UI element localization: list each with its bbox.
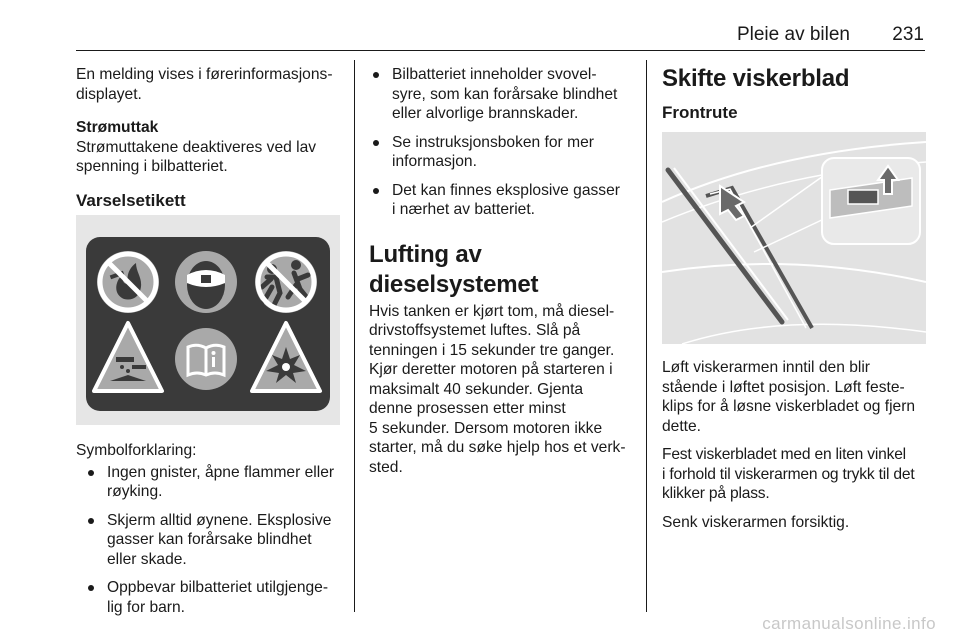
- column-3: [662, 64, 930, 124]
- battery-item-explosive-gas: Det kan finnes eksplosive gasser i nærhet av batteriet.: [369, 181, 639, 220]
- diesel-bleeding-paragraph: Hvis tanken er kjørt tom, må diesel- drivstoffsystemet luftes. Slå på tenningen i 15 sekunder tre ganger. Kjør deretter motoren på starteren i maksimalt 40 sekunder. Gjenta denne prosessen etter minst 5 sekunder. Dersom motoren ikke starter, må du søke hjelp hos et verk- sted.: [369, 302, 626, 476]
- column-2: [369, 65, 639, 477]
- read-manual-icon: [175, 328, 237, 390]
- warning-label-heading: Varselsetikett: [76, 190, 186, 210]
- battery-item-manual: Se instruksjonsboken for mer informasjon.: [369, 133, 639, 172]
- page-number: 231: [892, 24, 924, 45]
- eye-protection-icon: [175, 251, 237, 313]
- keep-away-children-icon: [255, 251, 317, 313]
- column-divider-2: [646, 60, 647, 612]
- power-outlet-heading: Strømuttak: [76, 119, 159, 136]
- no-fire-icon: [97, 251, 159, 313]
- symbol-legend-list: [84, 463, 348, 618]
- wiper-step-2: Fest viskerbladet med en liten vinkel i forhold til viskerarmen og trykk til det klikker på plass.: [662, 446, 915, 502]
- wiper-step-1: Løft viskerarmen inntil den blir stående i løftet posisjon. Løft feste- klips for å løsne viskerbladet og fjern dette.: [662, 359, 916, 435]
- power-outlet-paragraph: Strømuttakene deaktiveres ved lav spenning i bilbatteriet.: [76, 138, 317, 175]
- symbol-legend: [76, 441, 348, 617]
- column-1: [76, 65, 346, 212]
- header-divider: [76, 50, 925, 51]
- battery-warning-label-figure: [76, 215, 340, 425]
- wiper-blade-heading: Skifte viskerblad: [662, 65, 850, 92]
- wiper-blade-figure: [662, 132, 926, 344]
- symbol-legend-intro: Symbolforklaring:: [76, 442, 197, 459]
- intro-paragraph: En melding vises i førerinformasjons- displayet.: [76, 66, 333, 103]
- page-header-title: Pleie av bilen: [736, 24, 850, 45]
- wiper-step-3: Senk viskerarmen forsiktig.: [662, 513, 850, 531]
- windshield-subheading: Frontrute: [662, 103, 738, 122]
- legend-item-eye-protection: Skjerm alltid øynene. Eksplosive gasser kan forårsake blindhet eller skade.: [84, 511, 348, 570]
- legend-item-no-fire: Ingen gnister, åpne flammer eller røyking.: [84, 463, 348, 502]
- diesel-bleeding-heading: Lufting av dieselsystemet: [369, 240, 539, 298]
- legend-item-children: Oppbevar bilbatteriet utilgjenge- lig for barn.: [84, 578, 348, 617]
- wiper-instructions: [662, 358, 930, 532]
- battery-warning-list: [369, 65, 639, 220]
- battery-item-acid: Bilbatteriet inneholder svovel- syre, som kan forårsake blindhet eller alvorlige brannskader.: [369, 65, 639, 124]
- watermark-text: carmanualsonline.info: [762, 614, 936, 633]
- column-divider-1: [354, 60, 355, 612]
